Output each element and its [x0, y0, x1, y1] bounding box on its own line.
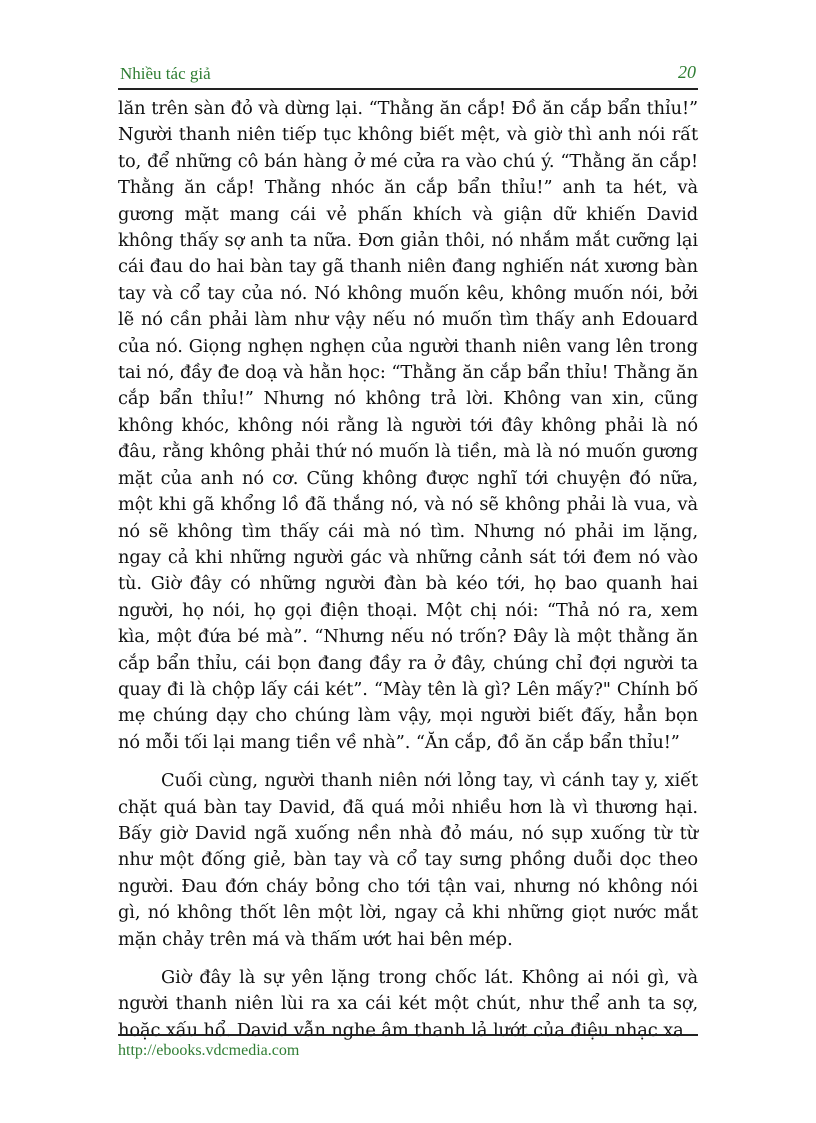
- header-divider: [118, 88, 698, 90]
- page-body: [118, 96, 698, 1041]
- footer-divider: [118, 1034, 698, 1036]
- paragraph: lăn trên sàn đỏ và dừng lại. “Thằng ăn cắp! Đồ ăn cắp bẩn thỉu!” Người thanh niên tiếp tục không biết mệt, và giờ thì anh nói rất to, để những cô bán hàng ở mé cửa ra vào chú ý. “Thằng ăn cắp! Thằng ăn cắp! Thằng nhóc ăn cắp bẩn thỉu!” anh ta hét, và gương mặt mang cái vẻ phấn khích và giận dữ khiến David không thấy sợ anh ta nữa. Đơn giản thôi, nó nhắm mắt cưỡng lại cái đau do hai bàn tay gã thanh niên đang nghiến nát xương bàn tay và cổ tay của nó. Nó không muốn kêu, không muốn nói, bởi lẽ nó cần phải làm như vậy nếu nó muốn tìm thấy anh Edouard của nó. Giọng nghẹn nghẹn của người thanh niên vang lên trong tai nó, đầy đe doạ và hằn học: “Thằng ăn cắp bẩn thỉu! Thằng ăn cắp bẩn thỉu!” Nhưng nó không trả lời. Không van xin, cũng không khóc, không nói rằng là người tới đây không phải là nó đâu, rằng không phải thứ nó muốn là tiền, mà là nó muốn gương mặt của anh nó cơ. Cũng không được nghĩ tới chuyện đó nữa, một khi gã khổng lồ đã thắng nó, và nó sẽ không phải là vua, và nó sẽ không tìm thấy cái mà nó tìm. Nhưng nó phải im lặng, ngay cả khi những người gác và những cảnh sát tới đem nó vào tù. Giờ đây có những người đàn bà kéo tới, họ bao quanh hai người, họ nói, họ gọi điện thoại. Một chị nói: “Thả nó ra, xem kìa, một đứa bé mà”. “Nhưng nếu nó trốn? Đây là một thằng ăn cắp bẩn thỉu, cái bọn đang đầy ra ở đây, chúng chỉ đợi người ta quay đi là chộp lấy cái két”. “Mày tên là gì? Lên mấy?" Chính bố mẹ chúng dạy cho chúng làm vậy, mọi người biết đấy, hẳn bọn nó mỗi tối lại mang tiền về nhà”. “Ăn cắp, đồ ăn cắp bẩn thỉu!”: [118, 98, 698, 753]
- page-number: 20: [678, 62, 696, 82]
- paragraph: Giờ đây là sự yên lặng trong chốc lát. Không ai nói gì, và người thanh niên lùi ra xa cái két một chút, như thể anh ta sợ, hoặc xấu hổ. David vẫn nghe âm thanh lả lướt của điệu nhạc xa: [118, 967, 698, 1041]
- header-author: Nhiều tác giả: [120, 64, 211, 83]
- paragraph: Cuối cùng, người thanh niên nới lỏng tay, vì cánh tay y, xiết chặt quá bàn tay David, đã quá mỏi nhiều hơn là vì thương hại. Bấy giờ David ngã xuống nền nhà đỏ máu, nó sụp xuống từ từ như một đống giẻ, bàn tay và cổ tay sưng phồng duỗi dọc theo người. Đau đớn cháy bỏng cho tới tận vai, nhưng nó không nói gì, nó không thốt lên một lời, ngay cả khi những giọt nước mắt mặn chảy trên má và thấm ướt hai bên mép.: [118, 770, 698, 950]
- page-header: [118, 62, 698, 86]
- footer-url[interactable]: http://ebooks.vdcmedia.com: [118, 1042, 300, 1059]
